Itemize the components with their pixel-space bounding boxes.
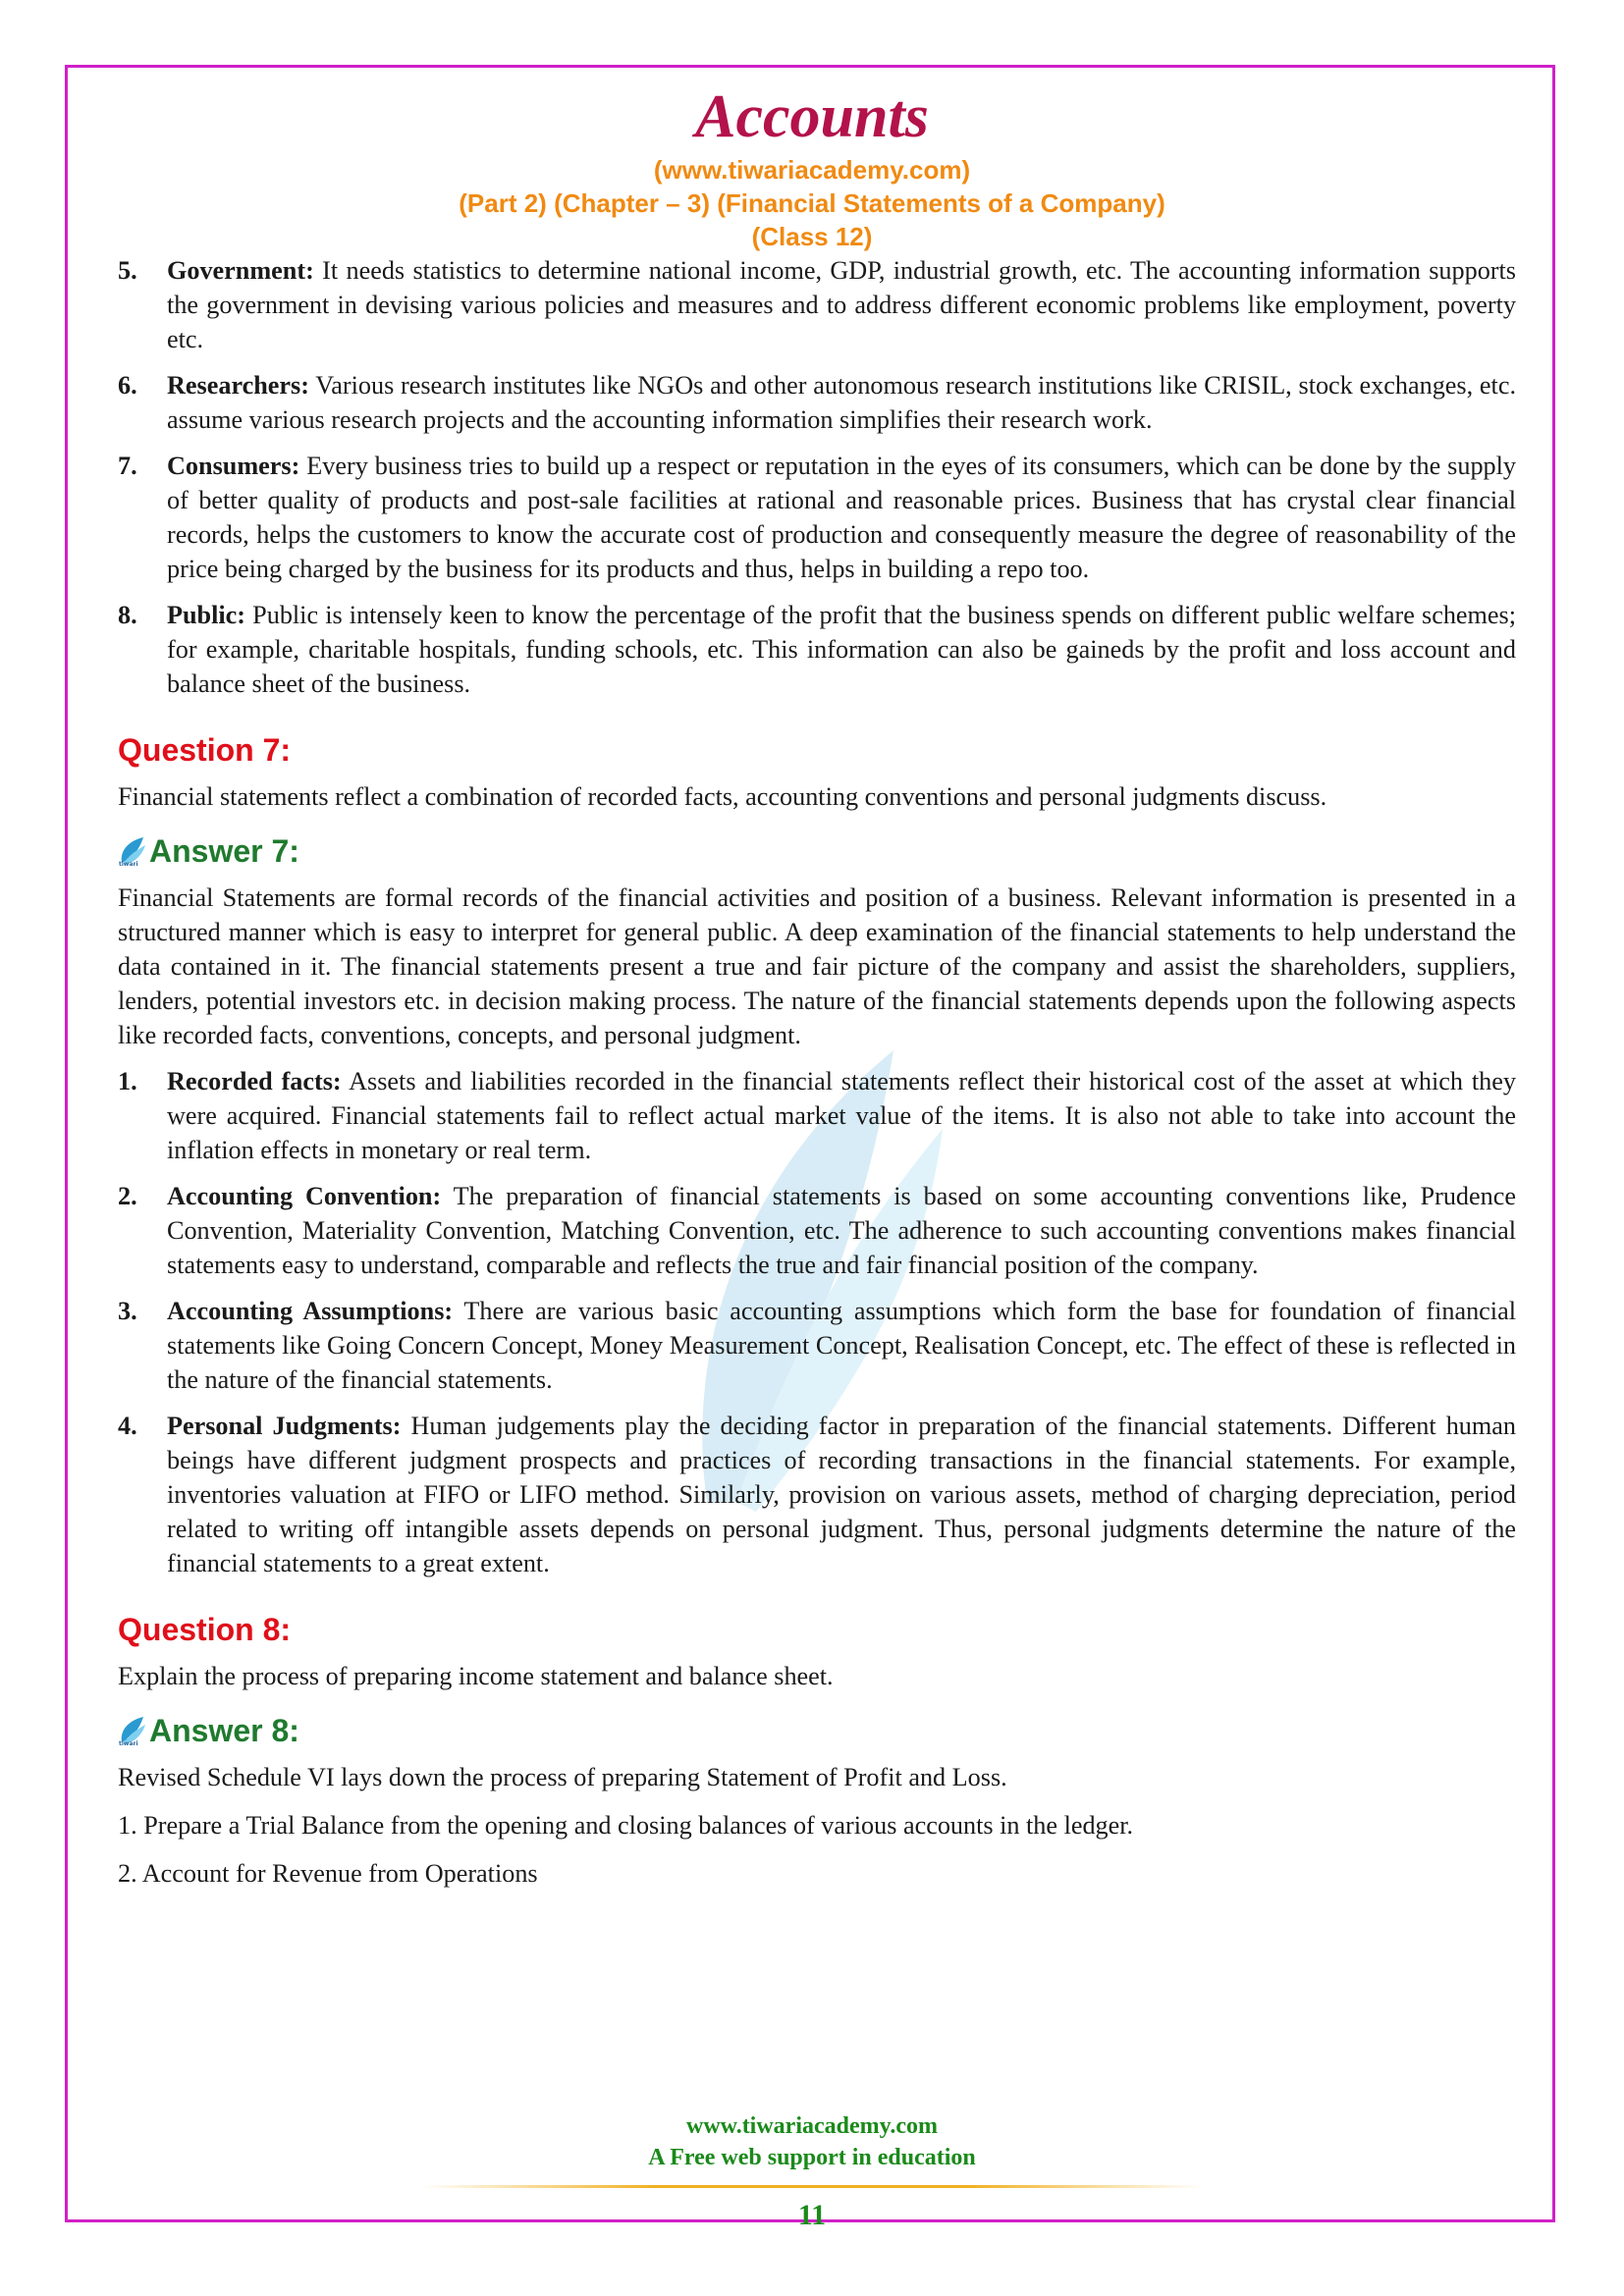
- item-number: 2.: [118, 1182, 137, 1210]
- answer-8-heading-row: [118, 1711, 1516, 1750]
- item-number: 3.: [118, 1297, 137, 1325]
- item-text: Public is intensely keen to know the percentage of the profit that the business spends on different public welfare schemes; for example, charitable hospitals, funding schools, etc. This information can also be gaineds by the profit and loss account and balance sheet of the business.: [167, 601, 1516, 698]
- item-number: 4.: [118, 1412, 137, 1440]
- item-term: Public:: [167, 601, 246, 629]
- item-number: 6.: [118, 371, 137, 400]
- answer-8-line: 2. Account for Revenue from Operations: [118, 1859, 538, 1888]
- item-term: Consumers:: [167, 452, 300, 480]
- list-item: [118, 253, 1516, 356]
- answer-7-heading: Answer 7:: [149, 833, 299, 869]
- header-website: (www.tiwariacademy.com): [653, 155, 971, 185]
- page-title: Accounts: [695, 83, 929, 150]
- item-term: Personal Judgments:: [167, 1412, 402, 1440]
- item-term: Researchers:: [167, 371, 309, 400]
- item-text: Assets and liabilities recorded in the financial statements reflect their historical cost of the asset at which they were acquired. Financial statements fail to reflect actual market value of the items. It is also not able to take into account the inflation effects in monetary or real term.: [167, 1067, 1516, 1164]
- answer-8-line: Revised Schedule VI lays down the process of preparing Statement of Profit and Loss.: [118, 1763, 1007, 1791]
- question-7-text: Financial statements reflect a combination of recorded facts, accounting conventions and personal judgments discuss.: [118, 782, 1327, 811]
- item-term: Recorded facts:: [167, 1067, 342, 1095]
- footer-divider: [422, 2185, 1202, 2188]
- list-item: [118, 1064, 1516, 1167]
- item-text: The preparation of financial statements is based on some accounting conventions like, Prudence Convention, Materiality Convention, Matching Convention, etc. The adherence to such accounting conventions makes financial statements easy to understand, comparable and reflects the true and fair financial position of the company.: [167, 1182, 1516, 1279]
- item-text: Various research institutes like NGOs and other autonomous research institutions like CRISIL, stock exchanges, etc. assume various research projects and the accounting information simplifies their research work.: [167, 371, 1516, 434]
- leaf-icon: [118, 1715, 147, 1746]
- question-8-heading: Question 8:: [118, 1612, 292, 1647]
- item-term: Accounting Assumptions:: [167, 1297, 454, 1325]
- list-item: [118, 598, 1516, 701]
- list-item: [118, 449, 1516, 586]
- item-text: There are various basic accounting assumptions which form the base for foundation of financial statements like Going Concern Concept, Money Measurement Concept, Realisation Concept, etc. The effect of these is reflected in the nature of the financial statements.: [167, 1297, 1516, 1394]
- item-text: It needs statistics to determine national income, GDP, industrial growth, etc. The accounting information supports the government in devising various policies and measures and to address different economic problems like employment, poverty etc.: [167, 256, 1516, 353]
- item-text: Every business tries to build up a respect or reputation in the eyes of its consumers, which can be done by the supply of better quality of products and post-sale facilities at rational and reasonable prices. Business that has crystal clear financial records, helps the customers to know the accurate cost of production and consequently measure the degree of reasonability of the price being charged by the business for its products and thus, helps in building a repo too.: [167, 452, 1516, 583]
- item-number: 1.: [118, 1067, 137, 1095]
- footer-tagline: A Free web support in education: [648, 2145, 976, 2170]
- list-item: [118, 1294, 1516, 1397]
- page-footer: [0, 2110, 1624, 2173]
- page-number: 11: [797, 2199, 827, 2231]
- answer-7-intro: Financial Statements are formal records of the financial activities and position of a business. Relevant information is presented in a structured manner which is easy to interpret for general public. A deep examination of the financial statements to help understand the data contained in it. The financial statements present a true and fair picture of the company and assist the shareholders, suppliers, lenders, potential investors etc. in decision making process. The nature of the financial statements depends upon the following aspects like recorded facts, conventions, concepts, and personal judgment.: [118, 883, 1516, 1049]
- question-7-heading: Question 7:: [118, 732, 292, 768]
- list-item: [118, 368, 1516, 437]
- answer-7-heading-row: [118, 831, 1516, 871]
- list-item: [118, 1179, 1516, 1282]
- item-term: Accounting Convention:: [167, 1182, 442, 1210]
- header-chapter: (Part 2) (Chapter – 3) (Financial Statements of a Company): [459, 188, 1165, 218]
- header-class: (Class 12): [751, 222, 873, 251]
- svg-text:tiwari: tiwari: [119, 861, 138, 867]
- item-term: Government:: [167, 256, 314, 285]
- question-8-text: Explain the process of preparing income statement and balance sheet.: [118, 1662, 834, 1690]
- answer-8-line: 1. Prepare a Trial Balance from the opening and closing balances of various accounts in the ledger.: [118, 1811, 1134, 1840]
- list-item: [118, 1409, 1516, 1580]
- leaf-icon: [118, 835, 147, 867]
- item-number: 8.: [118, 601, 137, 629]
- answer-8-heading: Answer 8:: [149, 1713, 299, 1748]
- page-header: [0, 80, 1624, 253]
- item-number: 7.: [118, 452, 137, 480]
- answer-7-list: [118, 1064, 1516, 1580]
- page-content: [118, 253, 1516, 1904]
- item-number: 5.: [118, 256, 137, 285]
- item-text: Human judgements play the deciding factor in preparation of the financial statements. Different human beings have different judgment prospects and practices of recording transactions in the financial statements. For example, inventories valuation at FIFO or LIFO method. Similarly, provision on various assets, method of charging depreciation, period related to writing off intangible assets depends on personal judgment. Thus, personal judgments determine the nature of the financial statements to a great extent.: [167, 1412, 1516, 1577]
- intro-list: [118, 253, 1516, 701]
- svg-text:tiwari: tiwari: [119, 1740, 138, 1746]
- footer-website-link[interactable]: www.tiwariacademy.com: [686, 2113, 938, 2139]
